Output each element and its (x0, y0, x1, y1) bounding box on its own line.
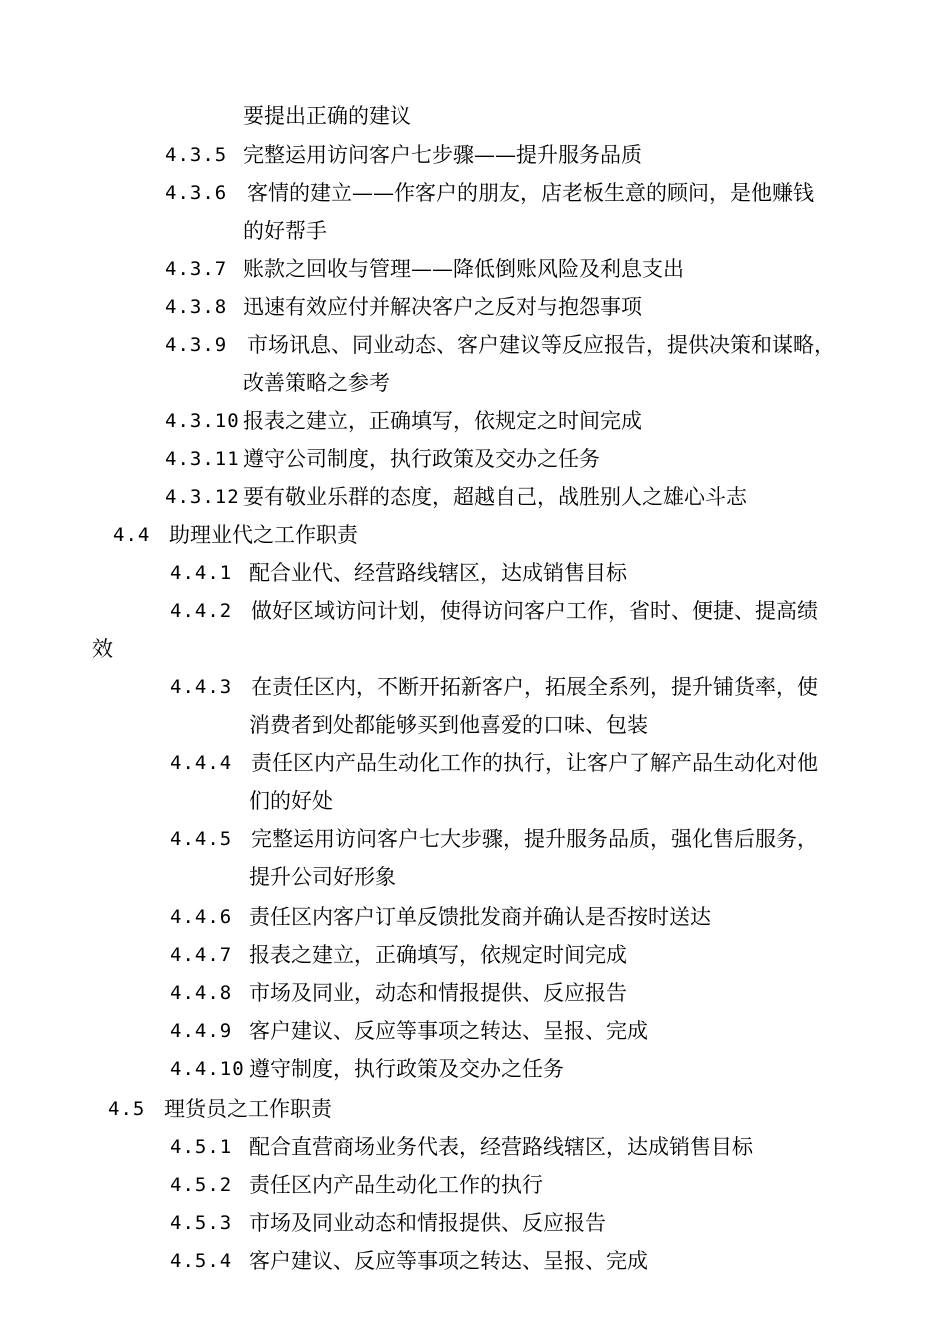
line-text: 客情的建立——作客户的朋友，店老板生意的顾问，是他赚钱 (247, 181, 814, 205)
item-number: 4.3.6 (165, 182, 228, 204)
line-text: 客户建议、反应等事项之转达、呈报、完成 (249, 1019, 648, 1043)
item-number: 4.5.2 (170, 1174, 233, 1196)
section-heading: 理货员之工作职责 (164, 1097, 332, 1121)
line-text: 配合业代、经营路线辖区，达成销售目标 (249, 561, 627, 585)
item-number: 4.3.11 (165, 448, 240, 470)
line-text: 责任区内客户订单反馈批发商并确认是否按时送达 (249, 905, 711, 929)
line-text: 提升公司好形象 (249, 865, 396, 889)
line-text: 的好帮手 (243, 219, 327, 243)
line-text: 改善策略之参考 (243, 371, 390, 395)
item-number: 4.3.7 (165, 258, 228, 280)
line-text: 完整运用访问客户七大步骤，提升服务品质，强化售后服务， (251, 827, 818, 851)
line-text: 市场及同业动态和情报提供、反应报告 (249, 1211, 606, 1235)
line-text: 责任区内产品生动化工作的执行，让客户了解产品生动化对他 (251, 751, 818, 775)
section-number: 4.4 (113, 524, 151, 546)
item-number: 4.4.2 (170, 600, 233, 622)
line-text: 账款之回收与管理——降低倒账风险及利息支出 (243, 257, 684, 281)
line-text: 市场及同业，动态和情报提供、反应报告 (249, 981, 627, 1005)
line-text: 市场讯息、同业动态、客户建议等反应报告，提供决策和谋略， (247, 333, 835, 357)
item-number: 4.4.9 (170, 1020, 233, 1042)
line-text: 遵守制度，执行政策及交办之任务 (249, 1057, 564, 1081)
item-number: 4.4.5 (170, 828, 233, 850)
line-text: 配合直营商场业务代表，经营路线辖区，达成销售目标 (249, 1135, 753, 1159)
line-text: 客户建议、反应等事项之转达、呈报、完成 (249, 1249, 648, 1273)
item-number: 4.5.1 (170, 1136, 233, 1158)
line-text: 遵守公司制度，执行政策及交办之任务 (243, 447, 600, 471)
item-number: 4.4.10 (170, 1058, 245, 1080)
line-text: 们的好处 (249, 789, 333, 813)
item-number: 4.4.3 (170, 676, 233, 698)
line-text: 完整运用访问客户七步骤——提升服务品质 (243, 143, 642, 167)
line-text: 消费者到处都能够买到他喜爱的口味、包装 (249, 713, 648, 737)
item-number: 4.4.7 (170, 944, 233, 966)
item-number: 4.4.6 (170, 906, 233, 928)
item-number: 4.5.4 (170, 1250, 233, 1272)
line-text: 责任区内产品生动化工作的执行 (249, 1173, 543, 1197)
item-number: 4.3.8 (165, 296, 228, 318)
item-number: 4.3.5 (165, 144, 228, 166)
line-text: 报表之建立，正确填写，依规定时间完成 (249, 943, 627, 967)
line-text: 报表之建立，正确填写，依规定之时间完成 (243, 409, 642, 433)
section-heading: 助理业代之工作职责 (169, 523, 358, 547)
line-text: 迅速有效应付并解决客户之反对与抱怨事项 (243, 295, 642, 319)
item-number: 4.4.8 (170, 982, 233, 1004)
line-text: 在责任区内，不断开拓新客户，拓展全系列，提升铺货率，使 (251, 675, 818, 699)
item-number: 4.4.4 (170, 752, 233, 774)
item-number: 4.3.12 (165, 486, 240, 508)
item-number: 4.5.3 (170, 1212, 233, 1234)
line-text: 效 (92, 637, 113, 661)
line-text: 要提出正确的建议 (243, 104, 411, 128)
line-text: 做好区域访问计划，使得访问客户工作，省时、便捷、提高绩 (251, 599, 818, 623)
section-number: 4.5 (108, 1098, 146, 1120)
line-text: 要有敬业乐群的态度，超越自己，战胜别人之雄心斗志 (243, 485, 747, 509)
item-number: 4.3.10 (165, 410, 240, 432)
item-number: 4.4.1 (170, 562, 233, 584)
item-number: 4.3.9 (165, 334, 228, 356)
